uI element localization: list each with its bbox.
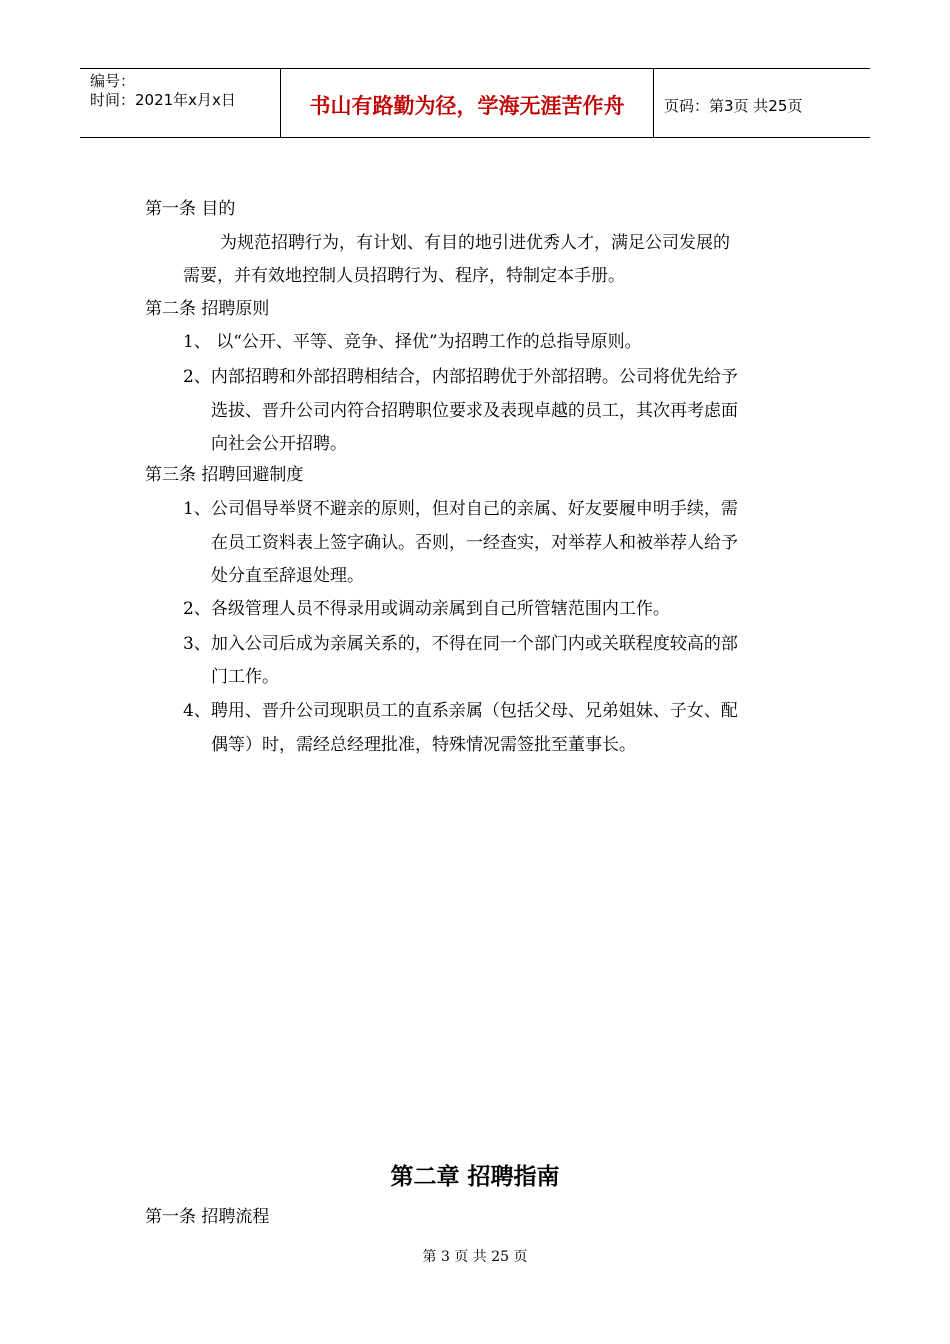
article-3-title: 第三条 招聘回避制度 xyxy=(145,465,304,485)
article-1-text: 需要，并有效地控制人员招聘行为、程序，特制定本手册。 xyxy=(183,266,625,286)
list-item: 4、聘用、晋升公司现职员工的直系亲属（包括父母、兄弟姐妹、子女、配 xyxy=(183,701,738,721)
list-item-continuation: 在员工资料表上签字确认。否则，一经查实，对举荐人和被举荐人给予 xyxy=(211,533,738,553)
header-motto: 书山有路勤为径，学海无涯苦作舟 xyxy=(281,69,654,137)
document-code: 编号： xyxy=(90,72,136,90)
header-meta xyxy=(80,69,281,137)
header-page-info: 页码：第3页 共25页 xyxy=(664,96,803,115)
list-item-continuation: 向社会公开招聘。 xyxy=(211,434,347,454)
list-item: 3、加入公司后成为亲属关系的，不得在同一个部门内或关联程度较高的部 xyxy=(183,634,738,654)
list-item: 2、内部招聘和外部招聘相结合，内部招聘优于外部招聘。公司将优先给予 xyxy=(183,367,738,387)
list-item-continuation: 选拔、晋升公司内符合招聘职位要求及表现卓越的员工，其次再考虑面 xyxy=(211,401,738,421)
article-2-title: 第二条 招聘原则 xyxy=(145,299,270,319)
article-1-title: 第一条 目的 xyxy=(145,199,236,219)
list-item-continuation: 偶等）时，需经总经理批准，特殊情况需签批至董事长。 xyxy=(211,735,636,755)
list-item: 1、 以“公开、平等、竞争、择优”为招聘工作的总指导原则。 xyxy=(183,332,642,352)
document-date: 时间：2021年x月x日 xyxy=(90,91,236,109)
article-1-text: 为规范招聘行为，有计划、有目的地引进优秀人才，满足公司发展的 xyxy=(220,233,730,253)
page-footer: 第 3 页 共 25 页 xyxy=(422,1249,528,1265)
list-item: 2、各级管理人员不得录用或调动亲属到自己所管辖范围内工作。 xyxy=(183,599,670,619)
chapter-article-1-title: 第一条 招聘流程 xyxy=(145,1207,270,1227)
chapter-title: 第二章 招聘指南 xyxy=(390,1164,560,1190)
page-header xyxy=(80,68,870,138)
list-item-continuation: 处分直至辞退处理。 xyxy=(211,566,364,586)
list-item-continuation: 门工作。 xyxy=(211,667,279,687)
list-item: 1、公司倡导举贤不避亲的原则，但对自己的亲属、好友要履申明手续，需 xyxy=(183,499,738,519)
